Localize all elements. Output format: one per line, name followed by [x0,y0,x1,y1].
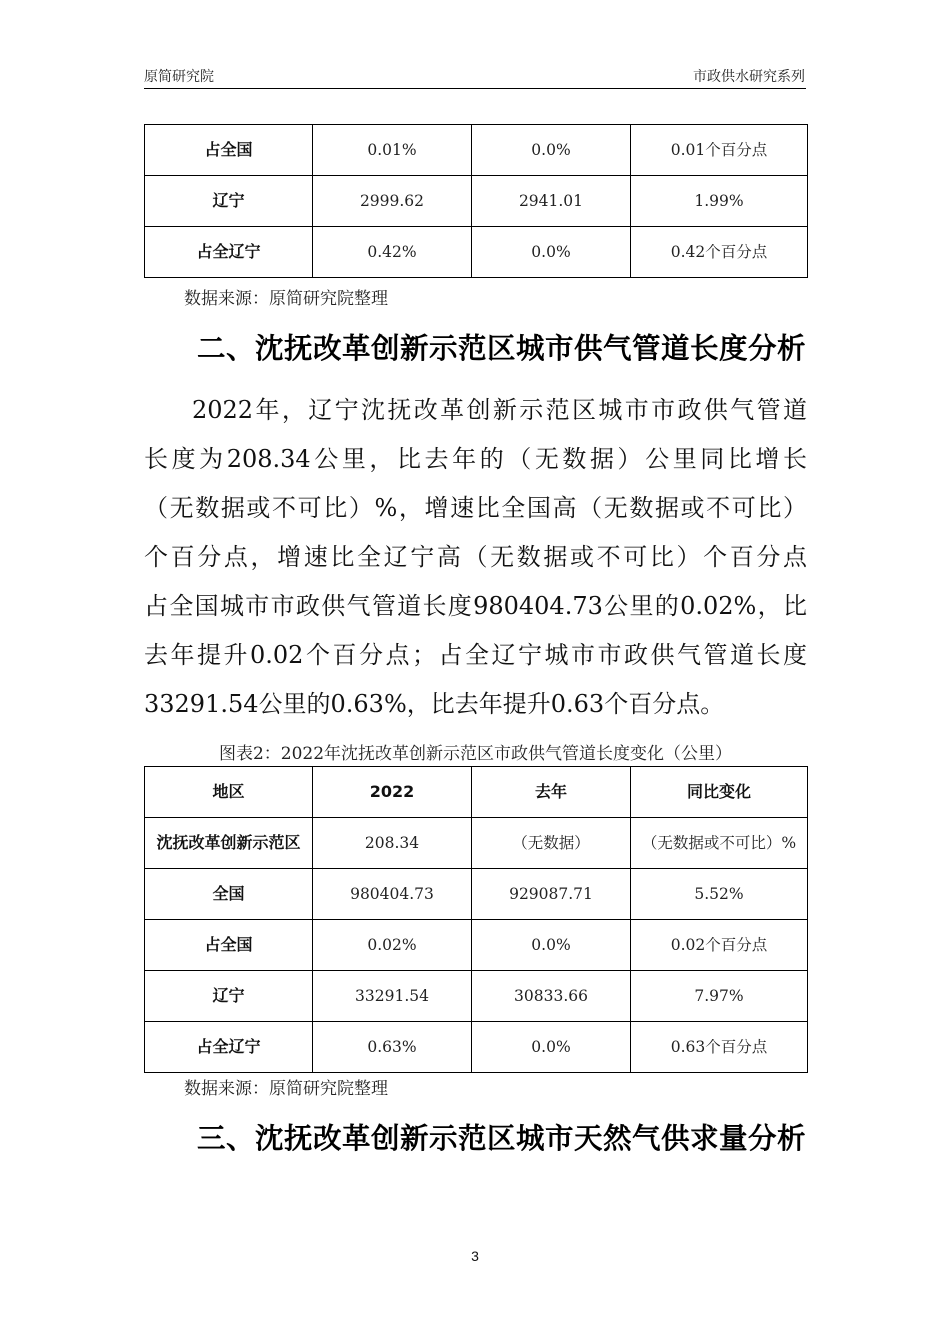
row-label: 辽宁 [145,176,313,227]
table-2 [144,766,808,1073]
cell-change: 7.97% [631,971,808,1022]
row-label: 占全国 [145,125,313,176]
table-row [145,176,808,227]
table-header-row [145,767,808,818]
row-label: 占全辽宁 [145,227,313,278]
cell-2022: 0.02% [313,920,472,971]
table-row [145,869,808,920]
cell-last-year: 0.0% [472,920,631,971]
paragraph-line: 33291.54公里的0.63%，比去年提升0.63个百分点。 [144,690,725,718]
cell-last-year: 30833.66 [472,971,631,1022]
paragraph-line: 个百分点，增速比全辽宁高（无数据或不可比）个百分点 [144,543,807,571]
row-label: 辽宁 [145,971,313,1022]
table-row [145,920,808,971]
row-label: 占全国 [145,920,313,971]
cell-2022: 208.34 [313,818,472,869]
row-label: 沈抚改革创新示范区 [145,818,313,869]
cell-change: （无数据或不可比）% [631,818,808,869]
table-row [145,125,808,176]
paragraph-line: （无数据或不可比）%，增速比全国高（无数据或不可比） [144,494,807,522]
table-row [145,971,808,1022]
cell-change: 5.52% [631,869,808,920]
table-row [145,227,808,278]
row-label: 全国 [145,869,313,920]
cell-change: 1.99% [631,176,808,227]
cell-last-year: 0.0% [472,125,631,176]
section-2-paragraph [144,386,807,729]
cell-2022: 0.01% [313,125,472,176]
cell-2022: 0.42% [313,227,472,278]
table-row [145,1022,808,1073]
cell-last-year: 0.0% [472,227,631,278]
table-2-source: 数据来源：原简研究院整理 [184,1079,388,1099]
cell-change: 0.42个百分点 [631,227,808,278]
header-right-title: 市政供水研究系列 [693,69,805,85]
cell-last-year: 2941.01 [472,176,631,227]
cell-last-year: 929087.71 [472,869,631,920]
row-label: 占全辽宁 [145,1022,313,1073]
cell-change: 0.63个百分点 [631,1022,808,1073]
paragraph-line: 长度为208.34公里，比去年的（无数据）公里同比增长 [144,445,807,473]
header-left-title: 原简研究院 [144,69,214,85]
section-3-heading: 三、沈抚改革创新示范区城市天然气供求量分析 [196,1122,806,1155]
table-row [145,818,808,869]
paragraph-line: 2022年，辽宁沈抚改革创新示范区城市市政供气管道 [192,396,807,424]
column-header-region: 地区 [145,767,313,818]
table-1-source: 数据来源：原简研究院整理 [184,289,388,309]
paragraph-line: 去年提升0.02个百分点；占全辽宁城市市政供气管道长度 [144,641,807,669]
table-1-continued [144,124,808,278]
page-number: 3 [471,1248,479,1264]
column-header-2022: 2022 [313,767,472,818]
header-divider [144,88,806,89]
table-2-caption: 图表2：2022年沈抚改革创新示范区市政供气管道长度变化（公里） [218,744,733,764]
cell-2022: 33291.54 [313,971,472,1022]
cell-change: 0.01个百分点 [631,125,808,176]
cell-change: 0.02个百分点 [631,920,808,971]
cell-last-year: （无数据） [472,818,631,869]
column-header-change: 同比变化 [631,767,808,818]
column-header-last-year: 去年 [472,767,631,818]
cell-2022: 0.63% [313,1022,472,1073]
cell-2022: 2999.62 [313,176,472,227]
section-2-heading: 二、沈抚改革创新示范区城市供气管道长度分析 [196,332,806,365]
paragraph-line: 占全国城市市政供气管道长度980404.73公里的0.02%，比 [144,592,807,620]
cell-last-year: 0.0% [472,1022,631,1073]
cell-2022: 980404.73 [313,869,472,920]
